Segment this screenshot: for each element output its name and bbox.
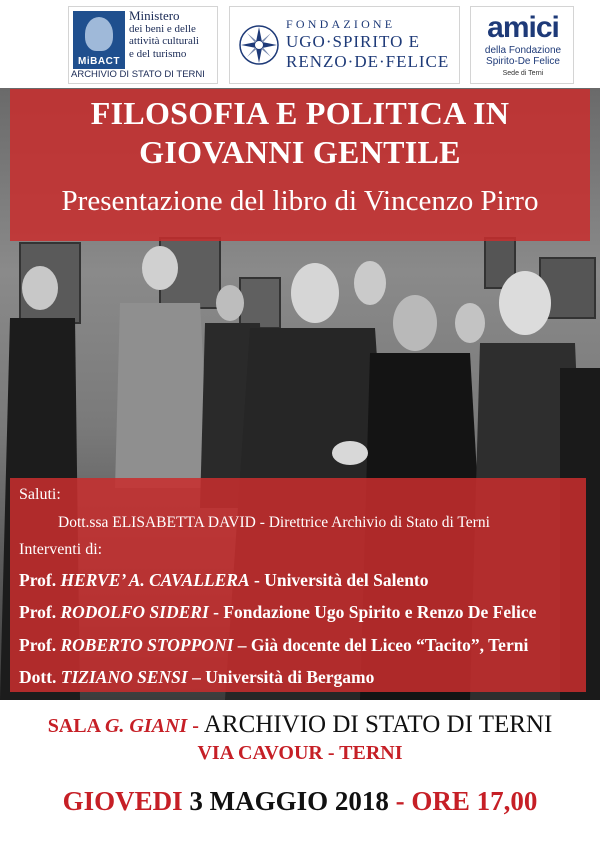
saluti-label: Saluti: (19, 486, 61, 503)
venue-street: VIA CAVOUR - TERNI (197, 742, 403, 764)
speaker-name: HERVE’ A. CAVALLERA (60, 570, 250, 590)
fondazione-name: FONDAZIONE UGO·SPIRITO E RENZO·DE·FELICE (286, 17, 450, 71)
speaker-row: Prof. HERVE’ A. CAVALLERA - Università del Salento (19, 570, 429, 590)
amici-wordmark: amici (487, 11, 559, 44)
speaker-name: TIZIANO SENSI (60, 667, 188, 687)
saluti-text: Dott.ssa ELISABETTA DAVID - Direttrice Archivio di Stato di Terni (58, 514, 490, 531)
title-line-2: GIOVANNI GENTILE (139, 134, 461, 170)
venue-line: SALA G. GIANI - ARCHIVIO DI STATO DI TERNI (47, 711, 553, 738)
mibac-logo (68, 6, 218, 84)
compass-star-icon (238, 24, 280, 66)
program-band (10, 478, 586, 692)
speaker-row: Prof. ROBERTO STOPPONI – Già docente del Liceo “Tacito”, Terni (19, 635, 529, 655)
speaker-name: RODOLFO SIDERI (60, 602, 209, 622)
sala-name: G. GIANI (104, 715, 188, 737)
interventi-label: Interventi di: (19, 541, 103, 558)
mibac-archive-label: ARCHIVIO DI STATO DI TERNI (71, 69, 205, 80)
amici-logo (470, 6, 574, 84)
fondazione-logo (229, 6, 460, 84)
speaker-row: Dott. TIZIANO SENSI – Università di Bergamo (19, 667, 375, 687)
amici-sede: Sede di Terni (502, 70, 544, 77)
venue-archive: ARCHIVIO DI STATO DI TERNI (203, 711, 553, 738)
mibac-mark-icon: MiBACT (73, 11, 125, 69)
event-date: GIOVEDI 3 MAGGIO 2018 - ORE 17,00 (62, 786, 538, 816)
speaker-row: Prof. RODOLFO SIDERI - Fondazione Ugo Spirito e Renzo De Felice (19, 602, 537, 622)
title-band (10, 89, 590, 241)
logo-strip (0, 0, 600, 90)
title-line-1: FILOSOFIA E POLITICA IN (90, 95, 510, 131)
mibac-name: Ministero dei beni e delle attività culturali e del turismo (129, 8, 199, 60)
speaker-name: ROBERTO STOPPONI (60, 635, 234, 655)
amici-subtitle: della Fondazione Spirito-De Felice (484, 45, 562, 67)
subtitle: Presentazione del libro di Vincenzo Pirro (61, 185, 539, 217)
